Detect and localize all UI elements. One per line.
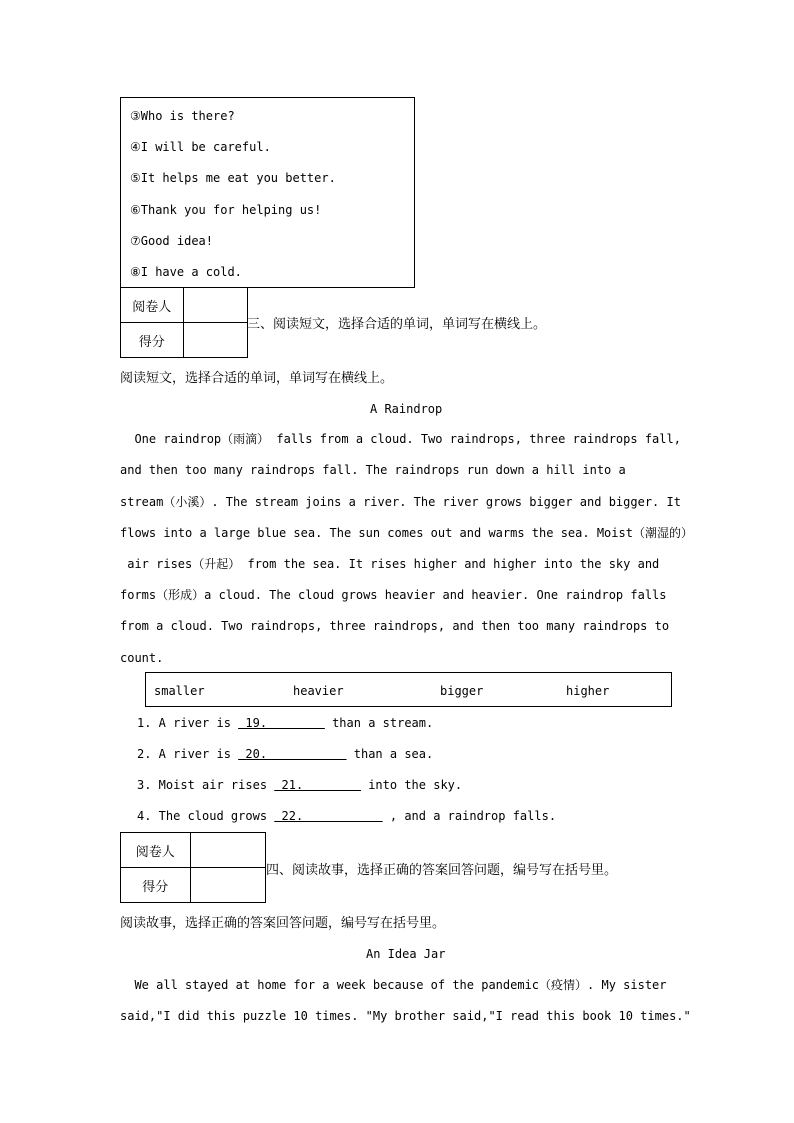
story-title: An Idea Jar [366,947,446,961]
question-text: than a sea. [346,747,434,761]
question-20 [137,747,433,761]
section4-heading: 四、阅读故事，选择正确的答案回答问题，编号写在括号里。 [266,863,618,878]
option-5: ⑤It helps me eat you better. [130,171,336,185]
section3-score-table [120,287,248,358]
passage-title: A Raindrop [370,402,443,416]
word-heavier: heavier [293,684,344,698]
question-text: , and a raindrop falls. [382,809,557,823]
passage-line: forms（形成）a cloud. The cloud grows heavier and heavier. One raindrop falls [120,588,667,602]
passage-line: flows into a large blue sea. The sun comes out and warms the sea. Moist（潮湿的） [120,526,693,540]
option-3: ③Who is there? [130,109,235,123]
answer-blank-20[interactable]: 20. [238,747,347,761]
options-box [120,97,415,288]
option-8: ⑧I have a cold. [130,265,242,279]
grader-label: 阅卷人 [121,288,184,323]
grader-cell[interactable] [183,288,247,323]
word-bigger: bigger [440,684,484,698]
section3-instruction: 阅读短文，选择合适的单词，单词写在横线上。 [120,371,394,386]
grader-label: 阅卷人 [121,833,191,868]
passage-line: stream（小溪）. The stream joins a river. The river grows bigger and bigger. It [120,495,681,509]
section4-instruction: 阅读故事，选择正确的答案回答问题，编号写在括号里。 [120,916,446,931]
grader-cell[interactable] [190,833,265,868]
passage-line: count. [120,651,164,665]
passage-line: One raindrop（雨滴） falls from a cloud. Two raindrops, three raindrops fall, [120,432,681,446]
question-21 [137,778,462,792]
story-line: We all stayed at home for a week because of the pandemic（疫情）. My sister [120,978,667,992]
option-4: ④I will be careful. [130,140,271,154]
passage-line: air rises（升起） from the sea. It rises higher and higher into the sky and [120,557,660,571]
question-text: 4. The cloud grows [137,809,275,823]
section4-score-table [120,832,266,903]
answer-blank-22[interactable]: 22. [274,809,383,823]
question-text: 3. Moist air rises [137,778,275,792]
score-label: 得分 [121,323,184,358]
score-cell[interactable] [183,323,247,358]
question-19 [137,716,433,730]
answer-blank-21[interactable]: 21. [274,778,361,792]
question-text: 2. A river is [137,747,239,761]
story-line: said,"I did this puzzle 10 times. "My brother said,"I read this book 10 times." [120,1009,691,1023]
option-6: ⑥Thank you for helping us! [130,203,322,217]
word-higher: higher [566,684,610,698]
section3-heading: 三、阅读短文，选择合适的单词，单词写在横线上。 [247,317,547,332]
question-text: into the sky. [360,778,463,792]
score-label: 得分 [121,868,191,903]
passage-line: from a cloud. Two raindrops, three raindrops, and then too many raindrops to [120,619,670,633]
passage-line: and then too many raindrops fall. The raindrops run down a hill into a [120,463,626,477]
score-cell[interactable] [190,868,265,903]
word-smaller: smaller [154,684,205,698]
answer-blank-19[interactable]: 19. [238,716,325,730]
option-7: ⑦Good idea! [130,234,214,248]
question-22 [137,809,556,823]
question-text: than a stream. [324,716,434,730]
question-text: 1. A river is [137,716,239,730]
